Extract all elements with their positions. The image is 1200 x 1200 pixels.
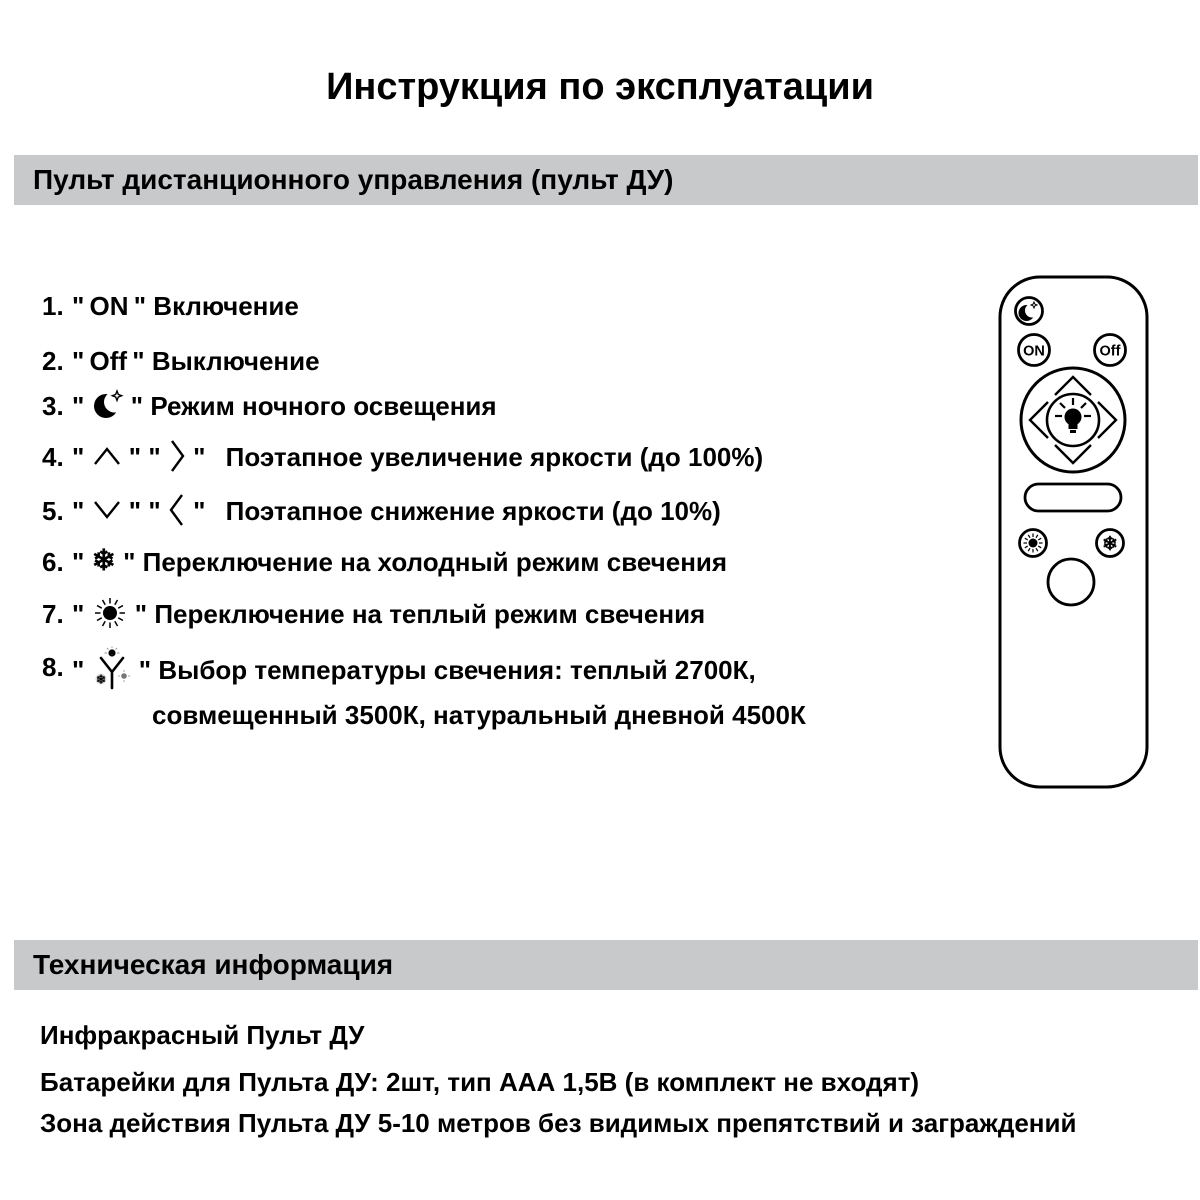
svg-text:❄: ❄ [95,672,106,687]
item-text: " " " " Поэтапное увеличение яркости (до 100%) [72,442,763,474]
item-number: 6. [42,547,64,577]
remote-cold-button [1097,530,1124,557]
temp-select-icon [92,646,132,692]
item-text: " Off " Выключение [72,346,320,376]
instruction-item-2 [42,346,320,376]
instruction-item-5 [42,496,721,528]
item-number: 7. [42,599,64,629]
item-text: " " Режим ночного освещения [72,391,497,421]
chevron-left-icon [168,492,186,528]
instruction-item-6 [42,544,728,577]
remote-night-button [1016,298,1043,325]
item-number: 4. [42,442,64,472]
tech-info-line: Зона действия Пульта ДУ 5-10 метров без видимых препятствий и заграждений [40,1108,1077,1138]
sun-icon [92,595,128,631]
instruction-item-8 [42,652,806,730]
chevron-down-icon [92,499,122,521]
remote-off-button [1095,335,1126,366]
item-text: " " Переключение на теплый режим свечения [72,599,705,631]
item-text: " " " " Поэтапное снижение яркости (до 10%) [72,496,721,528]
item-text: " ON " Включение [72,291,299,321]
instruction-item-1 [42,291,299,321]
section-heading-remote-label: Пульт дистанционного управления (пульт ДУ) [33,164,674,195]
item-text: " ❄ " Переключение на холодный режим свечения [72,544,728,577]
item-number: 1. [42,291,64,321]
moon-icon [92,389,124,421]
remote-dpad [1021,368,1125,472]
item-text: " ❄ " Выбор температуры свечения: теплый 2700К, совмещенный 3500К, натуральный дневной 4500К [72,652,806,730]
section-heading-tech-label: Техническая информация [33,949,394,980]
chevron-up-icon [92,445,122,467]
remote-pill-button [1025,484,1121,511]
item-text-continuation: совмещенный 3500К, натуральный дневной 4500К [152,700,806,730]
section-heading-tech [14,940,1198,990]
instruction-item-3 [42,391,497,421]
page-title: Инструкция по эксплуатации [326,66,874,108]
instruction-item-4 [42,442,763,474]
tech-info-line: Батарейки для Пульта ДУ: 2шт, тип ААА 1,5В (в комплект не входят) [40,1067,920,1097]
item-number: 3. [42,391,64,421]
item-number: 2. [42,346,64,376]
remote-off-label: Off [1099,343,1121,360]
item-number: 8. [42,652,64,682]
snowflake-icon: ❄ [91,544,116,577]
chevron-right-icon [168,438,186,474]
snowflake-icon: ❄ [1102,534,1118,555]
instruction-item-7 [42,599,705,631]
remote-control-illustration [995,273,1155,795]
remote-on-button [1019,335,1050,366]
tech-info-line: Инфракрасный Пульт ДУ [40,1020,365,1050]
remote-bottom-button [1048,559,1094,605]
item-number: 5. [42,496,64,526]
remote-warm-button [1020,530,1047,557]
remote-on-label: ON [1023,343,1045,360]
